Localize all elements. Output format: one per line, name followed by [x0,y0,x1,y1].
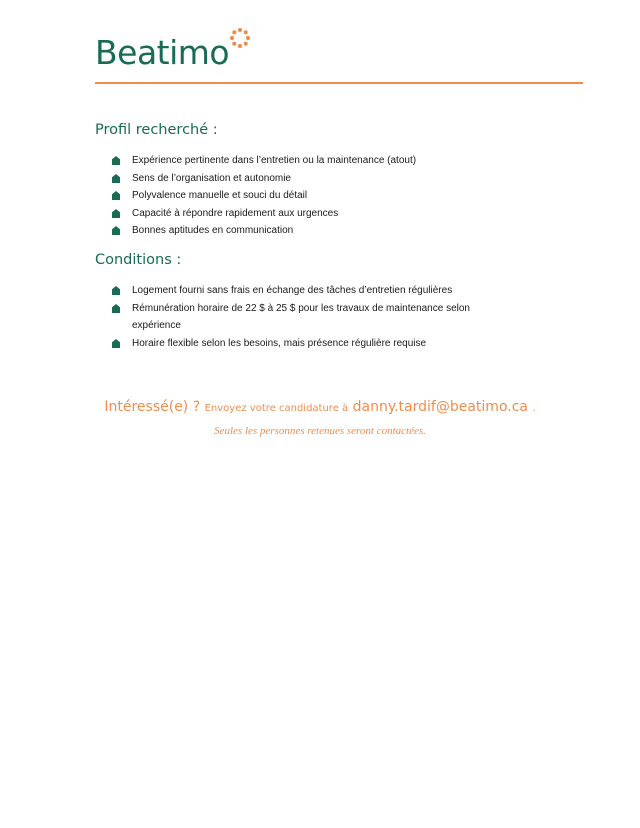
sun-icon [229,27,251,49]
call-to-action [0,398,640,416]
list-item: Logement fourni sans frais en échange des tâches d’entretien régulières [112,282,512,300]
house-bullet-icon [112,209,120,218]
brand-logo [95,27,251,72]
list-item: Capacité à répondre rapidement aux urgences [112,205,532,223]
cta-email-link[interactable]: danny.tardif@beatimo.ca [352,399,528,415]
house-bullet-icon [112,174,120,183]
cta-note: Seules les personnes retenues seront contactées. [214,425,426,437]
profile-list [112,152,532,240]
list-item: Horaire flexible selon les besoins, mais présence régulière requise [112,335,512,353]
house-bullet-icon [112,156,120,165]
list-item: Rémunération horaire de 22 $ à 25 $ pour les travaux de maintenance selon expérience [112,300,512,335]
conditions-section-title: Conditions : [95,252,182,268]
house-bullet-icon [112,286,120,295]
list-item: Bonnes aptitudes en communication [112,222,532,240]
cta-text: Envoyez votre candidature à [204,403,349,414]
list-item: Sens de l’organisation et autonomie [112,170,532,188]
house-bullet-icon [112,339,120,348]
conditions-list [112,282,512,352]
cta-lead: Intéressé(e) ? [104,399,201,415]
cta-end: . [532,403,536,414]
header-divider [95,82,583,84]
house-bullet-icon [112,226,120,235]
list-item: Expérience pertinente dans l’entretien ou la maintenance (atout) [112,152,532,170]
profile-section-title: Profil recherché : [95,122,218,138]
house-bullet-icon [112,191,120,200]
brand-name: Beatimo [95,33,230,72]
list-item: Polyvalence manuelle et souci du détail [112,187,532,205]
house-bullet-icon [112,304,120,313]
